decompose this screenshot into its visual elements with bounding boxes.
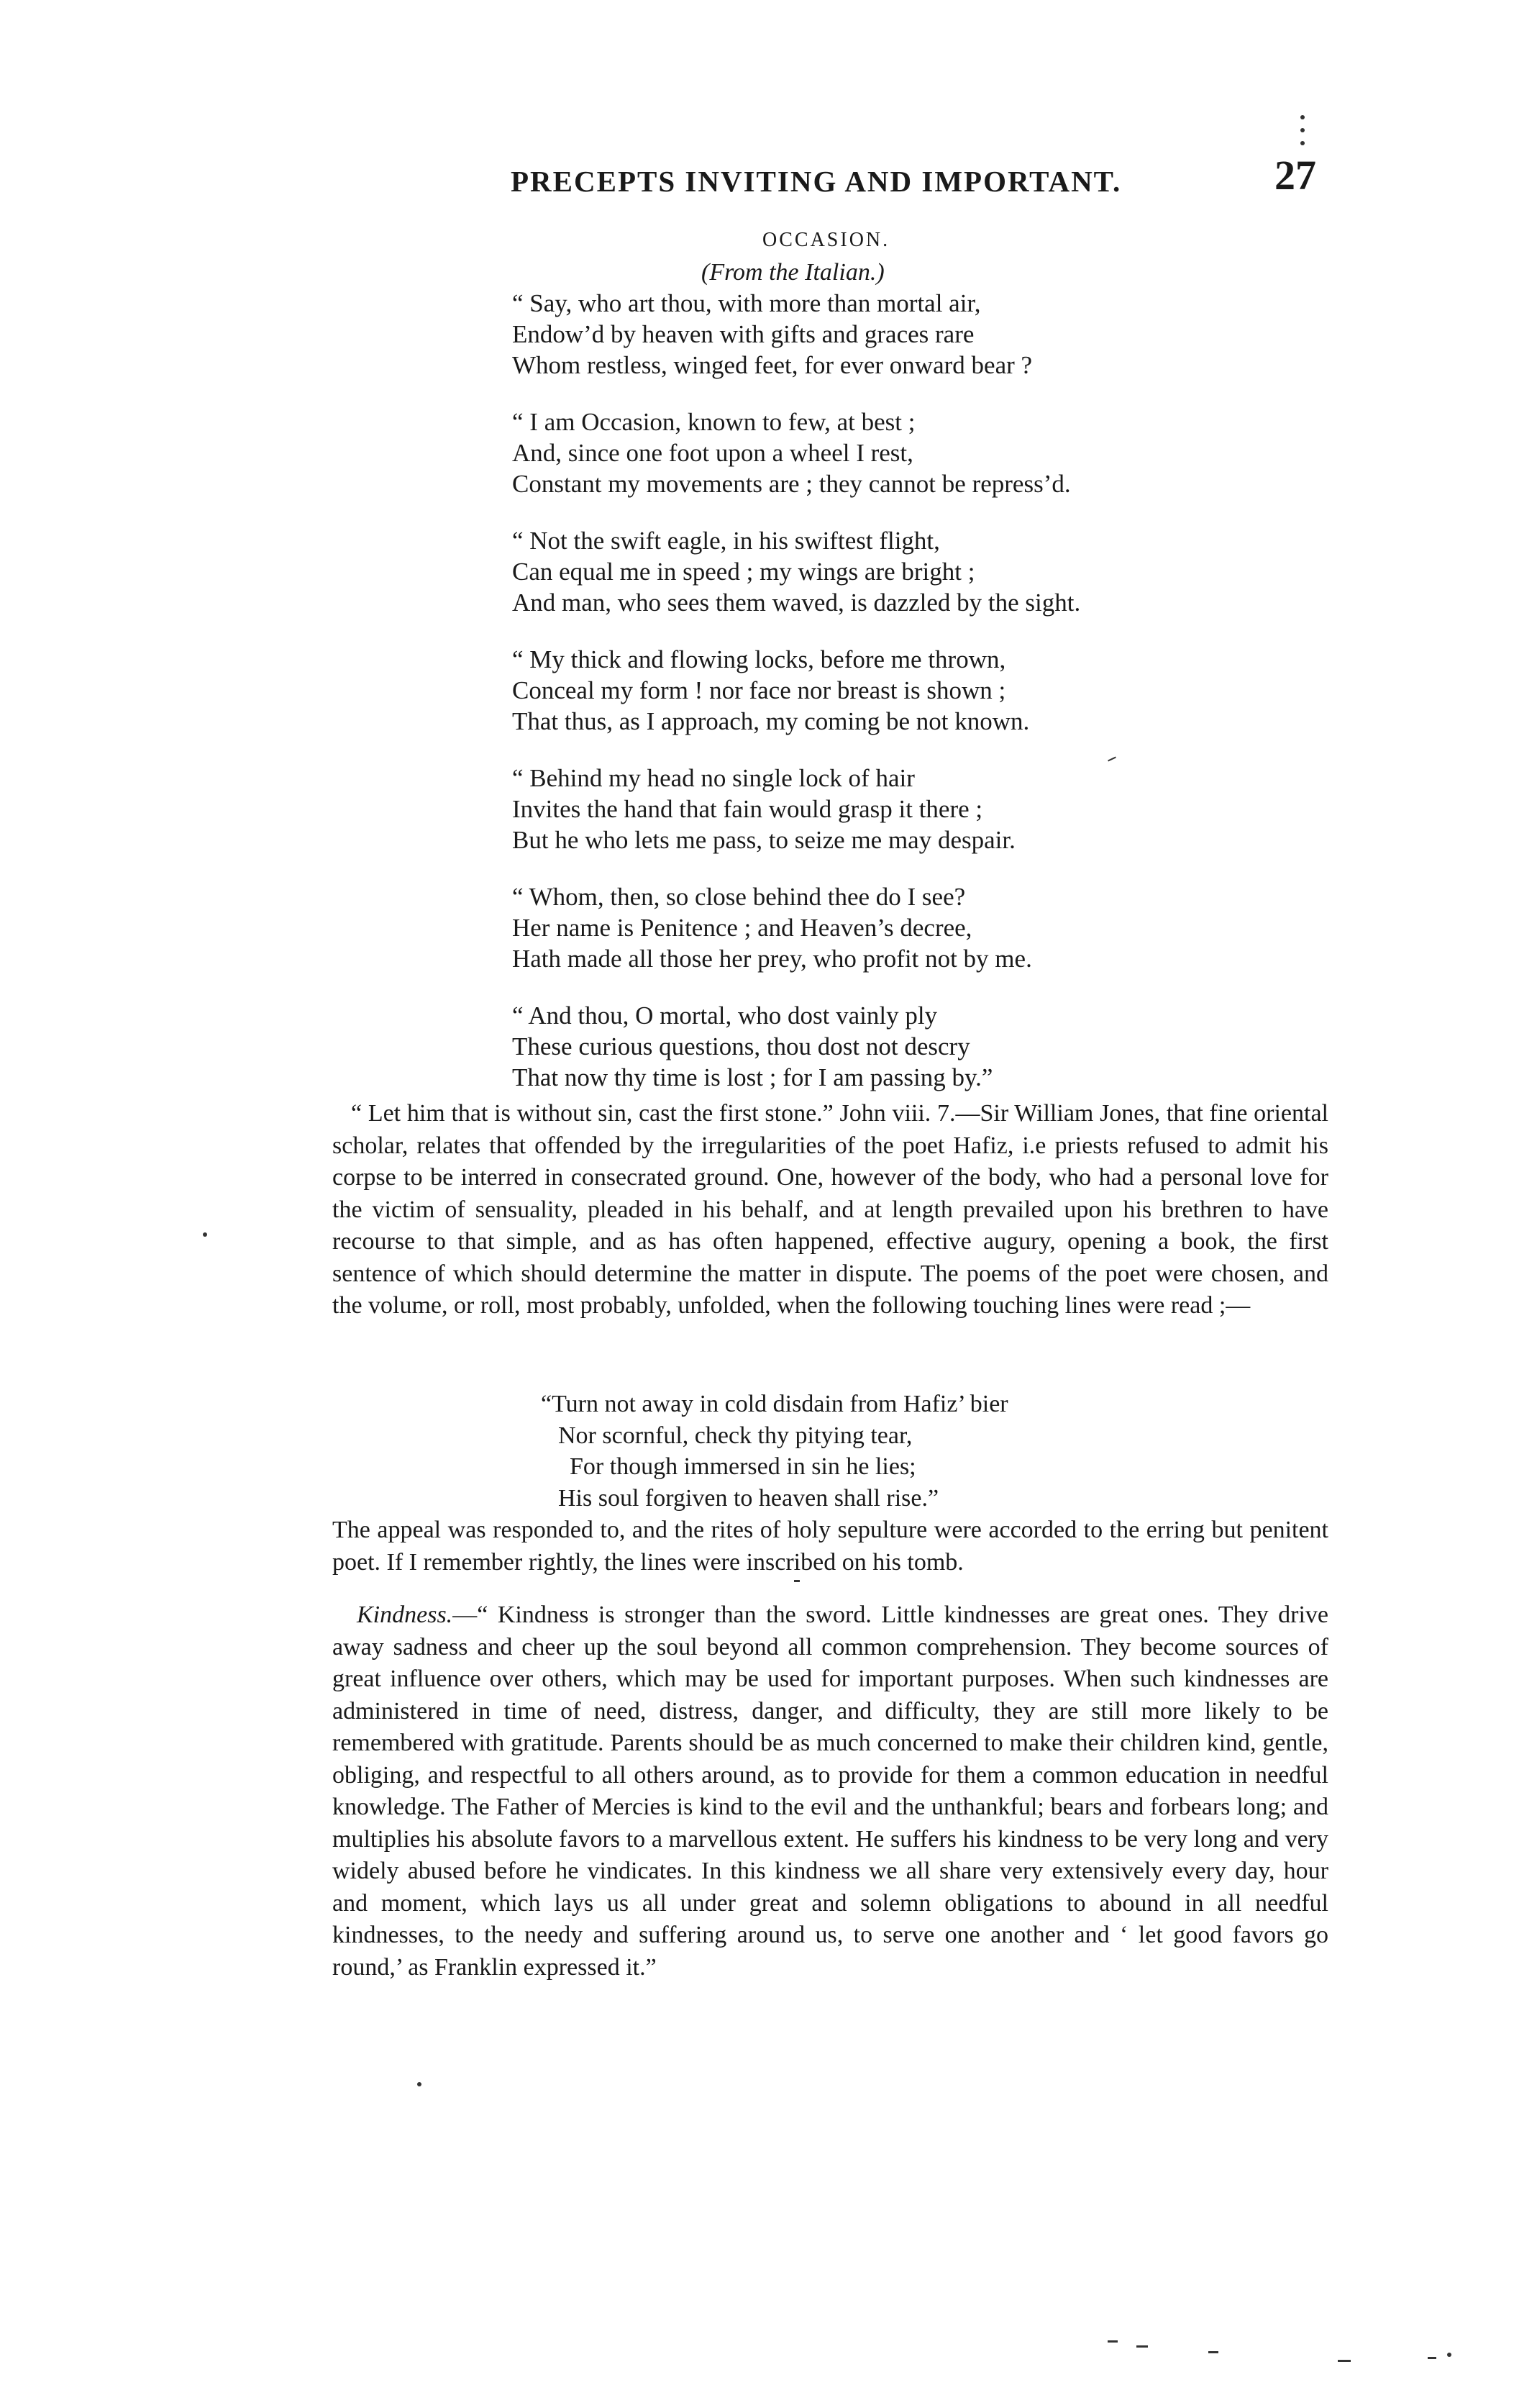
poem-line: Conceal my form ! nor face nor breast is shown ; [512,676,1006,704]
scan-speck [1300,141,1305,145]
poem-line: Endow’d by heaven with gifts and graces rare [512,320,975,348]
paragraph-hafiz: “ Let him that is without sin, cast the first stone.” John viii. 7.—Sir William Jones, that fine oriental scholar, relates that offended by the irregularities of the poet Hafiz, i.e priests refused to admit his corpse to be interred in consecrated ground. One, however of the body, who had a personal love for the victim of sensuality, pleaded in his behalf, and at length prevailed upon his brethren to have recourse to that simple, and as has often happened, effective augury, opening a book, the first sentence of which should determine the matter in dispute. The poems of the poet were chosen, and the volume, or roll, most probably, unfolded, when the following touching lines were read ;— [332,1100,1328,1319]
scan-speck [1208,2351,1218,2353]
poem-line: Whom restless, winged feet, for ever onward bear ? [512,351,1033,379]
verse-line: “Turn not away in cold disdain from Hafiz’ bier [541,1391,1008,1417]
poem-source: (From the Italian.) [701,259,885,286]
poem-line: Constant my movements are ; they cannot be repress’d. [512,470,1071,498]
stanza [512,1000,1375,1093]
kindness-text: —“ Kindness is stronger than the sword. Little kindnesses are great ones. They drive away sadness and cheer up the soul beyond all common comprehension. They become sources of great influence over others, which may be used for important purposes. When such kindnesses are administered in time of need, distress, danger, and difficulty, they are still more likely to be remembered with gratitude. Parents should be as much concerned to make their children kind, gentle, obliging, and respectful to all others around, as to provide for them a common education in needful knowledge. The Father of Mercies is kind to the evil and the unthankful; bears and forbears long; and multiplies his absolute favors to a marvellous extent. He suffers his kindness to be very long and very widely abused before he vindicates. In this kindness we all share very extensively every day, hour and moment, which lays us all under great and solemn obligations to abound in all needful kindnesses, to the needy and suffering around us, to serve one another and ‘ let good favors go round,’ as Franklin expressed it.” [332,1601,1328,1981]
scan-speck [794,1580,800,1582]
verse-line: His soul forgiven to heaven shall rise.” [558,1484,939,1512]
stanza [512,406,1375,499]
poem-line: That thus, as I approach, my coming be not known. [512,707,1030,735]
poem-title: OCCASION. [762,229,890,251]
poem-line: And man, who sees them waved, is dazzled by the sight. [512,589,1081,617]
poem-line: “ Say, who art thou, with more than mortal air, [512,289,981,317]
poem-line: “ Behind my head no single lock of hair [512,764,915,792]
paragraph-appeal: The appeal was responded to, and the rites of holy sepulture were accorded to the erring but penitent poet. If I remember rightly, the lines were inscribed on his tomb. [332,1517,1328,1576]
poem-line: Can equal me in speed ; my wings are bright ; [512,558,975,586]
poem-body [512,288,1375,1119]
poem-line: “ Not the swift eagle, in his swiftest flight, [512,527,940,555]
poem-line: “ And thou, O mortal, who dost vainly ply [512,1001,938,1030]
page-number: 27 [1274,152,1316,199]
page-header [511,151,1316,209]
hafiz-verse [541,1389,1188,1514]
poem-line: “ I am Occasion, known to few, at best ; [512,408,916,436]
scan-speck [1428,2357,1436,2359]
running-title: PRECEPTS INVITING AND IMPORTANT. [511,165,1122,198]
stanza [512,288,1375,381]
scan-speck [417,2082,421,2086]
stanza [512,525,1375,618]
poem-line: Invites the hand that fain would grasp it there ; [512,795,983,823]
verse-line: Nor scornful, check thy pitying tear, [558,1422,913,1449]
stanza [512,763,1375,855]
poem-line: And, since one foot upon a wheel I rest, [512,439,913,467]
poem-line: But he who lets me pass, to seize me may despair. [512,826,1016,854]
poem-line: These curious questions, thou dost not descry [512,1032,970,1060]
scan-speck [1300,128,1305,132]
stanza [512,644,1375,737]
scan-speck [203,1232,207,1237]
paragraph-kindness [332,1599,1328,1984]
kindness-label: Kindness. [357,1601,453,1628]
scan-speck [1136,2345,1148,2348]
poem-line: Her name is Penitence ; and Heaven’s decree, [512,914,972,942]
stanza [512,881,1375,974]
scan-speck [1447,2353,1451,2357]
poem-line: Hath made all those her prey, who profit not by me. [512,945,1032,973]
poem-line: “ Whom, then, so close behind thee do I see? [512,883,966,911]
scan-speck [1300,115,1305,119]
poem-line: That now thy time is lost ; for I am passing by.” [512,1063,993,1091]
verse-line: For though immersed in sin he lies; [570,1453,916,1480]
scan-speck [1338,2360,1351,2362]
poem-line: “ My thick and flowing locks, before me thrown, [512,645,1006,673]
scan-speck [1108,2340,1118,2343]
